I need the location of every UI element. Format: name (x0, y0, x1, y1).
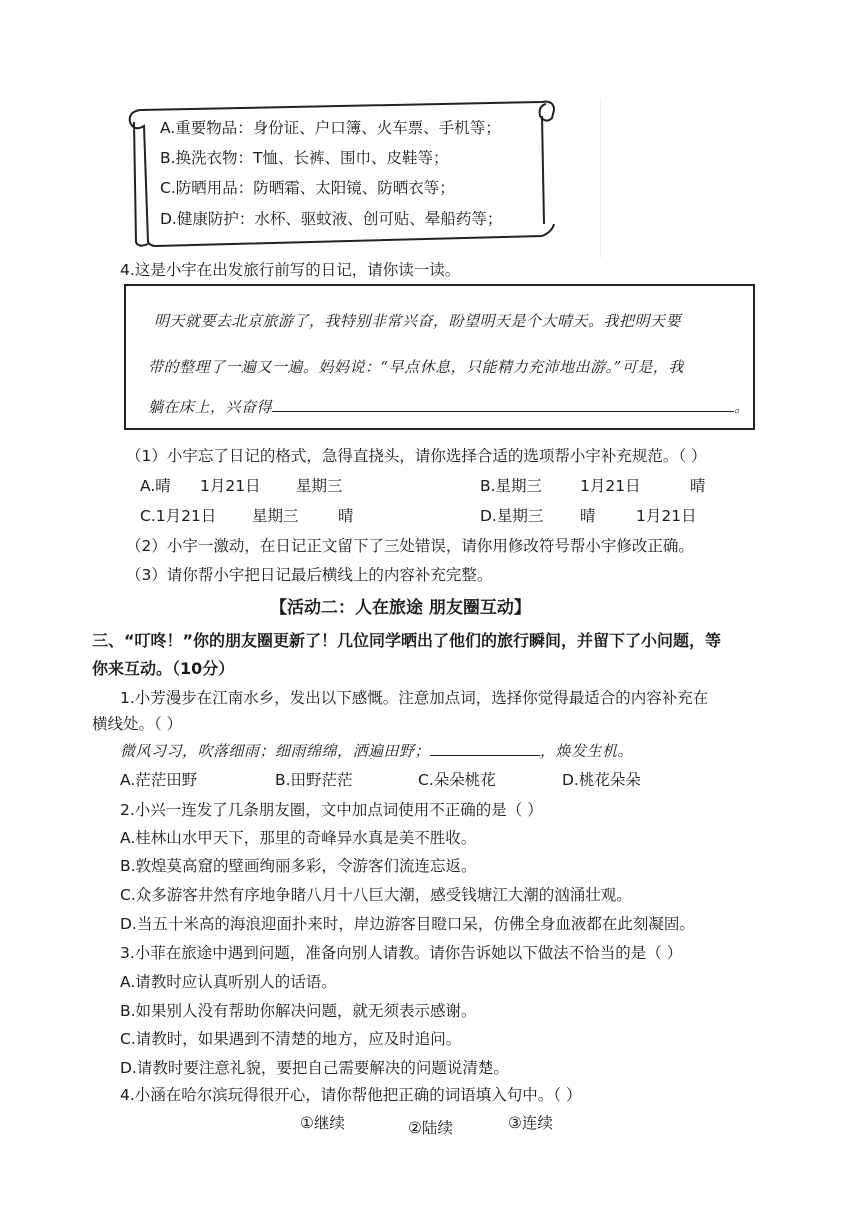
option-d-weather: 晴 (580, 507, 596, 525)
q1-option-c[interactable]: C.朵朵桃花 (418, 771, 496, 789)
packing-item-b: B.换洗衣物：T恤、长裤、围巾、皮鞋等； (160, 149, 449, 167)
bleed-through-text (600, 98, 801, 258)
diary-line-3-suffix: 。 (734, 398, 750, 416)
diary-answer-blank[interactable] (272, 411, 734, 412)
q4-sub1-option-d[interactable] (480, 504, 697, 526)
q4-sub1-option-a[interactable] (140, 474, 343, 496)
q2-option-b[interactable]: B.敦煌莫高窟的壁画绚丽多彩，令游客们流连忘返。 (120, 857, 477, 875)
packing-item-c: C.防晒用品：防晒霜、太阳镜、防晒衣等； (160, 179, 455, 197)
option-c-date: C.1月21日 (140, 507, 217, 525)
q1-line2: 横线处。（ ） (92, 715, 183, 733)
q2-option-a[interactable]: A.桂林山水甲天下，那里的奇峰异水真是美不胜收。 (120, 829, 477, 847)
q4b-word-2[interactable]: ②陆续 (408, 1119, 453, 1137)
q2-option-c[interactable]: C.众多游客井然有序地争睹八月十八巨大潮，感受钱塘江大潮的汹涌壮观。 (120, 886, 632, 904)
q1-sentence-part-a: 微风习习，吹落细雨；细雨绵绵，洒遍田野； (120, 742, 431, 760)
diary-line-2: 带的整理了一遍又一遍。妈妈说：“早点休息，只能精力充沛地出游。”可是，我 (148, 358, 684, 376)
q4b-word-3[interactable]: ③连续 (508, 1114, 553, 1132)
diary-box (124, 284, 755, 430)
q2-stem: 2.小兴一连发了几条朋友圈，文中加点词使用不正确的是（ ） (120, 801, 543, 819)
q1-option-b[interactable]: B.田野茫茫 (275, 771, 353, 789)
option-b-weekday: B.星期三 (480, 477, 543, 495)
option-a-date: 1月21日 (200, 477, 261, 495)
q1-answer-blank[interactable] (430, 755, 540, 756)
q4-sub1: （1）小宇忘了日记的格式，急得直挠头，请你选择合适的选项帮小宇补充规范。（ ） (126, 447, 707, 465)
q3-option-b[interactable]: B.如果别人没有帮助你解决问题，就无须表示感谢。 (120, 1002, 477, 1020)
option-d-weekday: D.星期三 (480, 507, 544, 525)
diary-line-3-prefix: 躺在床上，兴奋得 (148, 398, 273, 416)
q1-option-d[interactable]: D.桃花朵朵 (562, 771, 641, 789)
activity2-heading: 【活动二：人在旅途 朋友圈互动】 (270, 598, 531, 618)
option-c-weather: 晴 (338, 507, 354, 525)
q1-sentence-part-b: ，焕发生机。 (540, 742, 634, 760)
q3-option-d[interactable]: D.请教时要注意礼貌，要把自己需要解决的问题说清楚。 (120, 1059, 509, 1077)
option-b-weather: 晴 (690, 477, 706, 495)
diary-line-1: 明天就要去北京旅游了，我特别非常兴奋，盼望明天是个大晴天。我把明天要 (154, 312, 682, 330)
option-b-date: 1月21日 (580, 477, 641, 495)
option-d-date: 1月21日 (636, 507, 697, 525)
q2-option-d[interactable]: D.当五十米高的海浪迎面扑来时，岸边游客目瞪口呆，仿佛全身血液都在此刻凝固。 (120, 915, 695, 933)
q3-stem: 3.小菲在旅途中遇到问题，准备向别人请教。请你告诉她以下做法不恰当的是（ ） (120, 944, 683, 962)
section3-intro-line2: 你来互动。（10分） (92, 659, 235, 678)
packing-item-d: D.健康防护：水杯、驱蚊液、创可贴、晕船药等； (160, 210, 503, 228)
q4-sub3: （3）请你帮小宇把日记最后横线上的内容补充完整。 (126, 566, 493, 584)
packing-item-a: A.重要物品：身份证、户口簿、火车票、手机等； (160, 119, 501, 137)
option-c-weekday: 星期三 (252, 507, 299, 525)
q3-option-a[interactable]: A.请教时应认真听别人的话语。 (120, 973, 337, 991)
option-a-weather: A.晴 (140, 477, 171, 495)
q4b-word-1[interactable]: ①继续 (300, 1114, 345, 1132)
packing-list-scroll (126, 96, 560, 248)
q4-sub2: （2）小宇一激动，在日记正文留下了三处错误，请你用修改符号帮小宇修改正确。 (126, 537, 694, 555)
diary-line-3 (148, 396, 750, 417)
q1-line1: 1.小芳漫步在江南水乡，发出以下感慨。注意加点词，选择你觉得最适合的内容补充在 (120, 689, 709, 707)
q4-sub1-option-c[interactable] (140, 504, 354, 526)
option-a-weekday: 星期三 (296, 477, 343, 495)
section3-intro-line1: 三、“叮咚！”你的朋友圈更新了！几位同学晒出了他们的旅行瞬间，并留下了小问题，等 (92, 631, 722, 650)
q4-intro: 4.这是小宇在出发旅行前写的日记，请你读一读。 (120, 261, 461, 279)
q3-option-c[interactable]: C.请教时，如果遇到不清楚的地方，应及时追问。 (120, 1030, 462, 1048)
q1-sentence (120, 740, 633, 761)
q1-option-a[interactable]: A.茫茫田野 (120, 771, 198, 789)
q4-sub1-option-b[interactable] (480, 474, 706, 496)
q4b-stem: 4.小涵在哈尔滨玩得很开心，请你帮他把正确的词语填入句中。（ ） (120, 1086, 582, 1104)
